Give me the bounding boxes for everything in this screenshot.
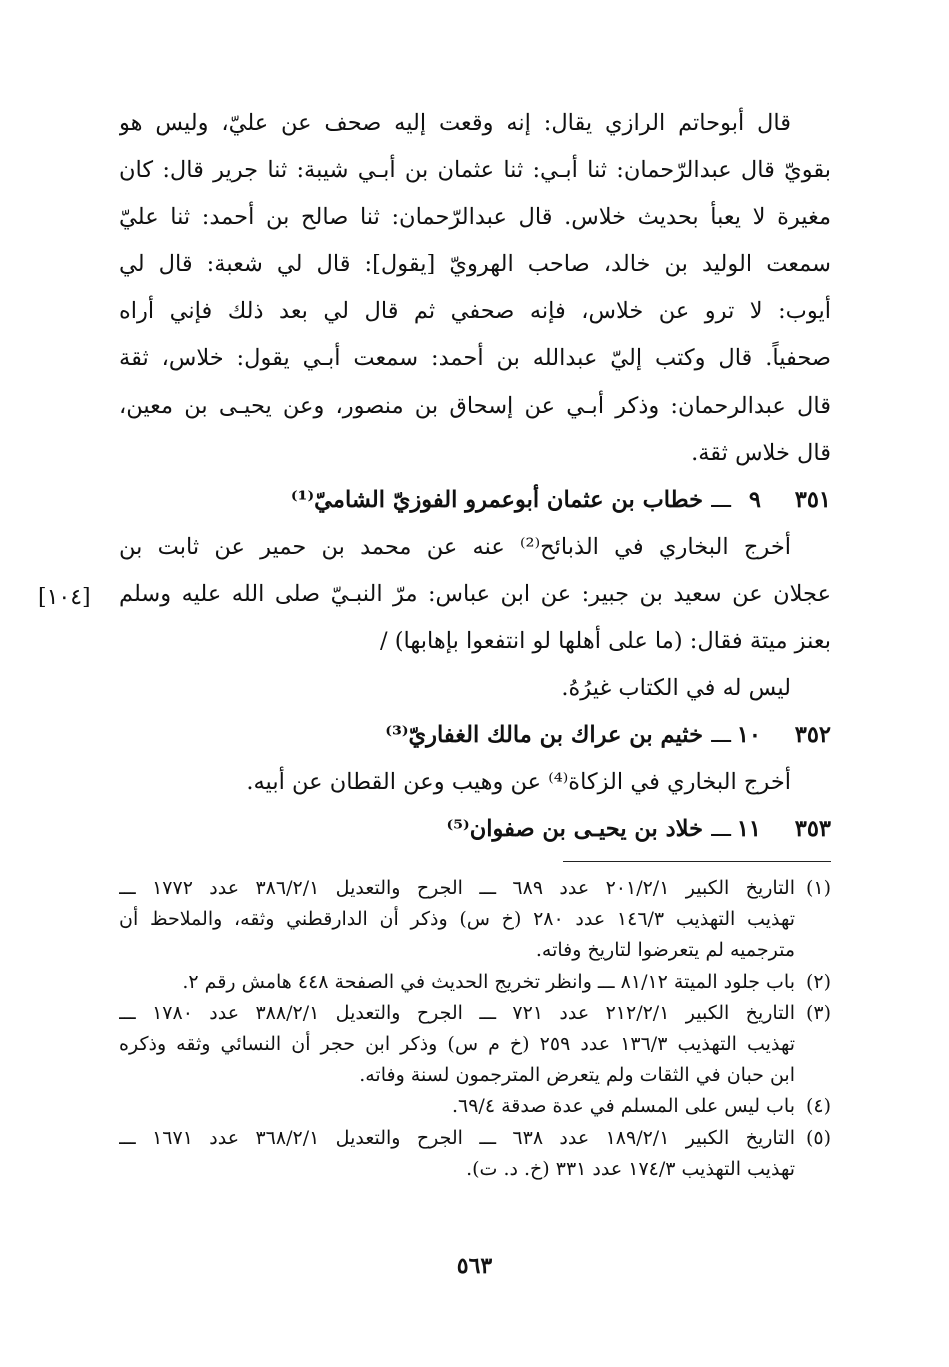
footnotes: [119, 873, 831, 1185]
footnote-line: [119, 967, 831, 998]
entry-number: ٣٥٢: [794, 722, 831, 749]
entry-text-line: أخرج البخاري في الذبائح⁽²⁾ عنه عن محمد بن حمير عن ثابت بن: [119, 533, 791, 560]
paragraph-line: صحفياً. قال وكتب إليّ عبدالله بن أحمد: سمعت أبـي يقول: خلاس، ثقة: [119, 345, 831, 372]
entry-number: ٣٥٣: [794, 816, 831, 843]
entry-sequence: ١٠: [736, 722, 761, 749]
entry-name: خثيم بن عراك بن مالك الغفاريّ⁽³⁾: [385, 722, 703, 749]
entry-heading: [119, 477, 831, 524]
footnote-line: [119, 998, 831, 1029]
page-number: ٥٦٣: [456, 1253, 493, 1279]
footnote-line: تهذيب التهذيب ١٣٦/٣ عدد ٢٥٩ (خ م س) وذكر ابن حجر أن النسائي وثقه وذكره: [119, 1032, 795, 1055]
paragraph-line: بقويّ قال عبدالرّحمان: ثنا أبـي: ثنا عثمان بن أبـي شيبة: ثنا جرير قال: كان: [119, 157, 831, 184]
footnote-text: التاريخ الكبير ١٨٩/٢/١ عدد ٦٣٨ ـــ الجرح والتعديل ٣٦٨/٢/١ عدد ١٦٧١ ـــ: [119, 1126, 795, 1149]
footnote-text: باب جلود الميتة ٨١/١٢ ـــ وانظر تخريج الحديث في الصفحة ٤٤٨ هامش رقم ٢.: [182, 970, 795, 993]
footnote-text: باب ليس على المسلم في عدة صدقة ٦٩/٤.: [451, 1095, 795, 1118]
paragraph-line: سمعت الوليد بن خالد، صاحب الهرويّ [يقول]: قال لي شعبة: قال لي: [119, 251, 831, 278]
footnote-line: [119, 873, 831, 904]
entry-text-line: عجلان عن سعيد بن جبير: عن ابن عباس: مرّ النبـيّ صلى الله عليه وسلم: [119, 580, 831, 607]
footnote-label: (٣): [805, 1001, 831, 1024]
paragraph-line: قال عبدالرحمان: وذكر أبـي عن إسحاق بن منصور، وعن يحيـى بن معين،: [119, 392, 831, 419]
footnote-line: ابن حبان في الثقات ولم يتعرض المترجمون لسنة وفاته.: [359, 1064, 795, 1087]
entry-dash: ـــ: [711, 816, 731, 843]
footnote-label: (٢): [805, 970, 831, 993]
entry-number: ٣٥١: [794, 486, 831, 513]
footnote-label: (٤): [805, 1095, 831, 1118]
paragraph-line: قال أبوحاتم الرازي يقال: إنه وقعت إليه صحف عن عليّ، وليس هو: [119, 110, 791, 136]
footnote-line: [119, 1123, 831, 1154]
entry-sequence: ٩: [748, 486, 761, 513]
entry-name: خطاب بن عثمان أبوعمرو الفوزيّ الشاميّ⁽¹⁾: [290, 486, 703, 513]
footnote-text: التاريخ الكبير ٢١٢/٢/١ عدد ٧٢١ ـــ الجرح والتعديل ٣٨٨/٢/١ عدد ١٧٨٠ ـــ: [119, 1001, 795, 1024]
entry-dash: ـــ: [711, 722, 731, 749]
footnote-text: التاريخ الكبير ٢٠١/٢/١ عدد ٦٨٩ ـــ الجرح والتعديل ٣٨٦/٢/١ عدد ١٧٧٢ ـــ: [119, 877, 795, 899]
paragraph-line: مغيرة لا يعبأ بحديث خلاس. قال عبدالرّحمان: ثنا صالح بن أحمد: ثنا عليّ: [119, 204, 831, 231]
footnote-separator: [563, 861, 831, 862]
entry-heading: [119, 712, 831, 759]
footnote-line: تهذيب التهذيب ١٤٦/٣ عدد ٢٨٠ (خ س) وذكر أن الدارقطني وثقه، والملاحظ أن: [119, 908, 796, 931]
entry-name: خلاد بن يحيـى بن صفوان⁽⁵⁾: [446, 816, 703, 843]
paragraph-line: قال خلاس ثقة.: [691, 439, 831, 466]
entry-text-line: ليس له في الكتاب غيرُهُ.: [561, 675, 791, 702]
entry-heading: [119, 806, 831, 853]
entry-dash: ـــ: [711, 486, 731, 513]
footnote-line: [119, 1091, 831, 1122]
entry-sequence: ١١: [736, 816, 761, 843]
footnote-label: (٥): [805, 1126, 831, 1149]
entry-text-line: أخرج البخاري في الزكاة⁽⁴⁾ عن وهيب وعن القطان عن أبيه.: [246, 769, 791, 796]
footnote-line: مترجميه لم يتعرضوا لتاريخ وفاته.: [535, 939, 795, 962]
margin-page-reference: [١٠٤]: [38, 585, 91, 610]
main-text: [119, 100, 831, 854]
footnote-label: (١): [805, 877, 831, 899]
paragraph-line: أيوب: لا ترو عن خلاس، فإنه صحفي ثم قال لي بعد ذلك فإني أراه: [119, 298, 831, 325]
footnote-line: تهذيب التهذيب ١٧٤/٣ عدد ٣٣١ (خ. د. ت).: [466, 1157, 795, 1180]
entry-text-line: بعنز ميتة فقال: (ما على أهلها لو انتفعوا بإهابها) /: [380, 628, 831, 655]
